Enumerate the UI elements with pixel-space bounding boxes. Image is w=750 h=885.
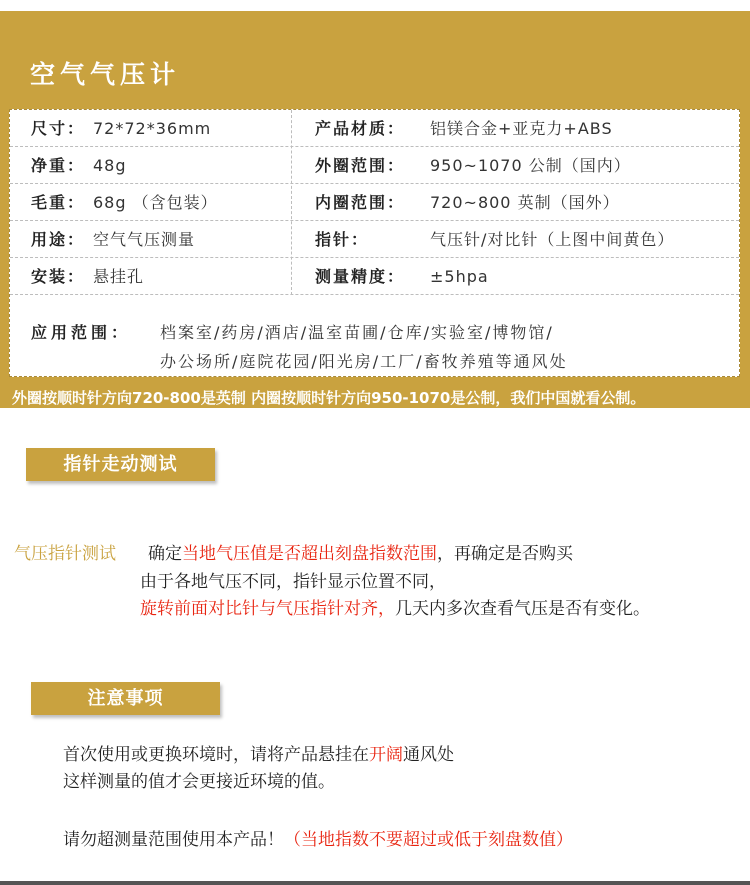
gross-weight-value: 68g （含包装） bbox=[93, 193, 218, 212]
material-value: 铝镁合金+亚克力+ABS bbox=[430, 119, 613, 138]
test-line-1: 确定当地气压值是否超出刻盘指数范围，再确定是否购买 bbox=[148, 544, 573, 564]
outer-range-label: 外圈范围： bbox=[315, 156, 406, 175]
accuracy-label: 测量精度： bbox=[315, 267, 406, 286]
outer-range-value: 950~1070 公制（国内） bbox=[430, 156, 631, 175]
pointer-test-button: 指针走动测试 bbox=[26, 448, 215, 481]
spec-panel bbox=[0, 11, 750, 408]
spec-row bbox=[10, 110, 739, 147]
net-weight-value: 48g bbox=[93, 156, 127, 175]
size-label: 尺寸： bbox=[31, 119, 86, 138]
size-value: 72*72*36mm bbox=[93, 119, 212, 138]
pointer-test-label: 气压指针测试 bbox=[14, 544, 116, 564]
application-line-2: 办公场所/庭院花园/阳光房/工厂/畜牧养殖等通风处 bbox=[160, 352, 568, 371]
spec-table bbox=[9, 109, 740, 377]
spec-row bbox=[10, 147, 739, 184]
pointer-label: 指针： bbox=[315, 230, 370, 249]
inner-range-value: 720~800 英制（国外） bbox=[430, 193, 620, 212]
inner-range-label: 内圈范围： bbox=[315, 193, 406, 212]
install-label: 安装： bbox=[31, 267, 86, 286]
usage-label: 用途： bbox=[31, 230, 86, 249]
accuracy-value: ±5hpa bbox=[430, 267, 489, 286]
spec-row bbox=[10, 258, 739, 295]
net-weight-label: 净重： bbox=[31, 156, 86, 175]
test-line-2: 由于各地气压不同，指针显示位置不同， bbox=[140, 572, 446, 592]
test-line-3: 旋转前面对比针与气压指针对齐，几天内多次查看气压是否有变化。 bbox=[140, 599, 650, 619]
install-value: 悬挂孔 bbox=[93, 267, 145, 286]
notice-line-3: 请勿超测量范围使用本产品！（当地指数不要超过或低于刻盘数值） bbox=[63, 830, 573, 850]
pointer-value: 气压针/对比针（上图中间黄色） bbox=[430, 230, 675, 249]
product-title: 空气气压计 bbox=[30, 60, 181, 89]
application-label: 应用范围： bbox=[31, 323, 132, 342]
usage-value: 空气气压测量 bbox=[93, 230, 196, 249]
notice-line-2: 这样测量的值才会更接近环境的值。 bbox=[63, 772, 335, 792]
application-line-1: 档案室/药房/酒店/温室苗圃/仓库/实验室/博物馆/ bbox=[160, 323, 554, 342]
material-label: 产品材质： bbox=[315, 119, 406, 138]
scale-note: 外圈按顺时针方向720-800是英制 内圈按顺时针方向950-1070是公制，我们中国就看公制。 bbox=[12, 389, 646, 407]
gross-weight-label: 毛重： bbox=[31, 193, 86, 212]
bottom-divider bbox=[0, 881, 750, 885]
spec-row bbox=[10, 184, 739, 221]
spec-row bbox=[10, 221, 739, 258]
notice-button: 注意事项 bbox=[31, 682, 220, 715]
notice-line-1: 首次使用或更换环境时，请将产品悬挂在开阔通风处 bbox=[63, 745, 454, 765]
